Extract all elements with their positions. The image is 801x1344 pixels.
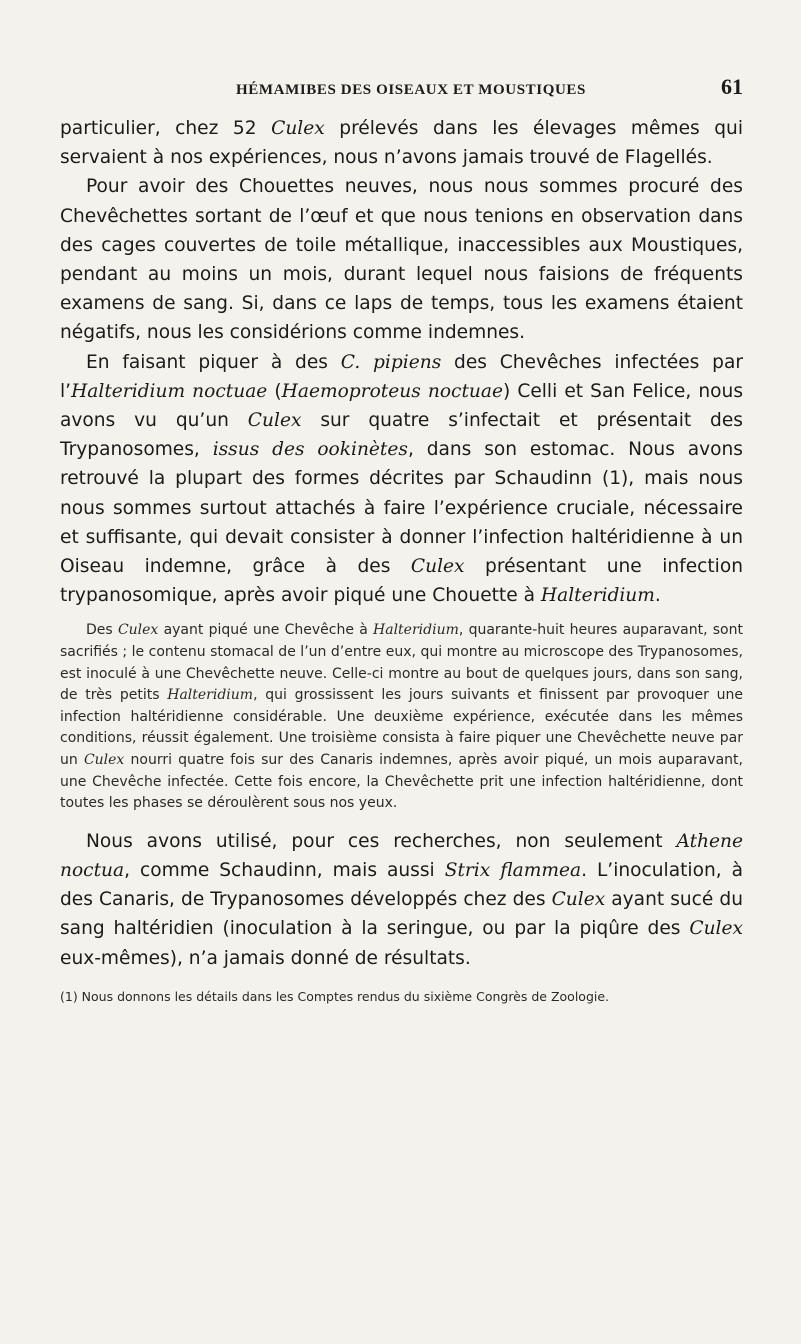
italic-term: C. pipiens xyxy=(340,351,442,373)
italic-term: Culex xyxy=(271,118,325,139)
footnote: (1) Nous donnons les détails dans les Comptes rendus du sixième Congrès de Zoologie. xyxy=(60,988,610,1004)
text-run: prélevés dans les élevages mêmes qui servaient à nos expériences, nous n’avons jamais trouvé de Flagellés. xyxy=(60,118,743,169)
text-run: , quarante-huit heures auparavant, sont sacrifiés ; le contenu stomacal de l’un d’entre eux, qui montre au microscope des Trypanosomes, est inoculé à une Chevêchette neuve. Celle-ci montre au bout de quelques jours, dans son sang, de très petits xyxy=(60,622,743,704)
italic-term: Culex xyxy=(247,410,302,432)
italic-term: Halteridium xyxy=(540,585,655,607)
text-run: , comme Schaudinn, mais aussi xyxy=(124,860,445,881)
italic-term: Culex xyxy=(551,889,606,911)
paragraph-1 xyxy=(60,114,743,172)
text-run: ayant piqué une Chevêche à xyxy=(158,622,374,639)
paragraph-3 xyxy=(60,348,743,611)
text-run: . L’inoculation, à des Canaris, de Trypanosomes développés chez des xyxy=(60,860,744,911)
italic-term: Haemoproteus noctuae xyxy=(281,380,503,402)
running-head: HÉMAMIBES DES OISEAUX ET MOUSTIQUES xyxy=(236,82,586,98)
text-run: , dans son estomac. Nous avons retrouvé la plupart des formes décrites par Schaudinn (1), mais nous nous sommes surtout attachés à faire l’expérience cruciale, nécessaire et suffisante, qui devait consister à donner l’infection haltéridienne à un Oiseau indemne, grâce à des xyxy=(60,439,743,578)
text-run: ( xyxy=(267,380,282,402)
text-run: En faisant piquer à des xyxy=(86,351,341,373)
italic-term: issus des ookinètes xyxy=(212,439,408,461)
text-run: eux-mêmes), n’a jamais donné de résultats. xyxy=(60,947,471,969)
text-run: ) Celli et San Felice, nous avons vu qu’un xyxy=(60,380,744,432)
text-run: ayant sucé du sang haltéridien (inoculation à la seringue, ou par la piqûre des xyxy=(60,889,743,940)
italic-term: Culex xyxy=(410,556,465,578)
body-text xyxy=(60,114,743,610)
text-run: . xyxy=(654,585,661,607)
text-run: nourri quatre fois sur des Canaris indemnes, après avoir piqué, un mois auparavant, une Chevêche infectée. Cette fois encore, la Chevêchette prit une infection haltéridienne, dont toutes les phases se déroulèrent sous nos yeux. xyxy=(60,752,743,812)
text-run: particulier, chez 52 xyxy=(60,118,272,139)
italic-term: Halteridium noctuae xyxy=(71,380,268,402)
paragraph-2 xyxy=(60,172,743,347)
text-run: Des xyxy=(86,622,118,639)
italic-term: Strix flammea xyxy=(444,860,582,881)
italic-term: Culex xyxy=(117,622,159,639)
italic-term: Athene noctua xyxy=(60,830,743,881)
experiment-note xyxy=(60,620,743,814)
text-run: présentant une infection trypanosomique, après avoir piqué une Chouette à xyxy=(60,556,743,607)
text-run: Pour avoir des Chouettes neuves, nous nous sommes procuré des Chevêchettes sortant de l’œuf et que nous tenions en observation dans des cages couvertes de toile métallique, inaccessibles aux Moustiques, pendant au moins un mois, durant lequel nous faisions de fréquents examens de sang. Si, dans ce laps de temps, tous les examens étaient négatifs, nous les considérions comme indemnes. xyxy=(60,176,743,344)
text-run: des Chevêches infectées par l’ xyxy=(60,351,744,402)
italic-term: Halteridium xyxy=(167,687,254,704)
page-header xyxy=(236,74,743,100)
text-run: Nous avons utilisé, pour ces recherches, non seulement xyxy=(86,830,677,852)
text-run: sur quatre s’infectait et présentait des Trypanosomes, xyxy=(60,410,743,461)
body-text-continued xyxy=(60,827,743,973)
italic-term: Culex xyxy=(689,918,743,940)
italic-term: Halteridium xyxy=(373,622,459,639)
page-number: 61 xyxy=(721,74,743,99)
italic-term: Culex xyxy=(83,752,125,769)
paragraph-5 xyxy=(60,827,743,973)
text-run: , qui grossissent les jours suivants et finissent par provoquer une infection haltéridienne considérable. Une deuxième expérience, exécutée dans les mêmes conditions, réussit également. Une troisième consista à faire piquer une Chevêchette neuve par un xyxy=(60,687,743,769)
